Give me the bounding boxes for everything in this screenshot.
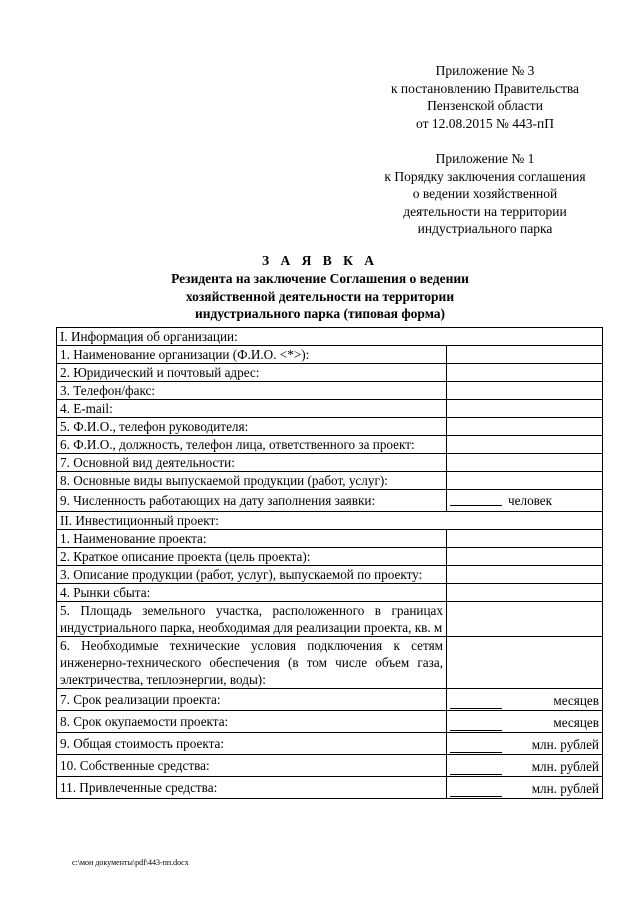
table-row bbox=[57, 777, 603, 799]
table-row bbox=[57, 530, 603, 548]
fill-blank[interactable] bbox=[450, 783, 502, 797]
table-row bbox=[57, 566, 603, 584]
table-row bbox=[57, 400, 603, 418]
field-value-cell[interactable] bbox=[447, 530, 603, 548]
table-row bbox=[57, 689, 603, 711]
field-label: 7. Основной вид деятельности: bbox=[57, 454, 447, 472]
table-row bbox=[57, 548, 603, 566]
field-label: 11. Привлеченные средства: bbox=[57, 777, 447, 799]
unit-label: млн. рублей bbox=[531, 781, 599, 796]
unit-label: млн. рублей bbox=[531, 737, 599, 752]
field-value-cell[interactable] bbox=[447, 689, 603, 711]
field-label: 8. Срок окупаемости проекта: bbox=[57, 711, 447, 733]
field-value-cell[interactable] bbox=[447, 548, 603, 566]
table-row bbox=[57, 364, 603, 382]
table-row bbox=[57, 584, 603, 602]
field-value-cell[interactable] bbox=[447, 566, 603, 584]
ref-line: Приложение № 3 bbox=[435, 63, 535, 78]
field-label: 1. Наименование проекта: bbox=[57, 530, 447, 548]
unit-label: месяцев bbox=[553, 715, 599, 730]
field-value-cell[interactable] bbox=[447, 436, 603, 454]
field-value-cell[interactable] bbox=[447, 602, 603, 637]
section-row bbox=[57, 328, 603, 346]
field-label: 1. Наименование организации (Ф.И.О. <*>): bbox=[57, 346, 447, 364]
field-label: 2. Юридический и почтовый адрес: bbox=[57, 364, 447, 382]
table-row bbox=[57, 418, 603, 436]
ref-line: к Порядку заключения соглашения bbox=[384, 168, 586, 184]
unit-label: месяцев bbox=[553, 693, 599, 708]
table-row bbox=[57, 755, 603, 777]
field-value-cell[interactable] bbox=[447, 733, 603, 755]
application-form-table bbox=[56, 327, 603, 799]
title-line: Резидента на заключение Соглашения о ведении bbox=[171, 271, 469, 286]
field-value-cell[interactable] bbox=[447, 584, 603, 602]
unit-label: человек bbox=[508, 493, 553, 508]
fill-blank[interactable] bbox=[450, 492, 502, 506]
field-value-cell[interactable] bbox=[447, 490, 603, 512]
table-row bbox=[57, 490, 603, 512]
ref-line: о ведении хозяйственной bbox=[412, 186, 558, 202]
field-label: 6. Ф.И.О., должность, телефон лица, ответственного за проект: bbox=[57, 436, 447, 454]
field-label: 7. Срок реализации проекта: bbox=[57, 689, 447, 711]
field-label: 3. Телефон/факс: bbox=[57, 382, 447, 400]
ref-line: Пензенской области bbox=[427, 98, 543, 114]
table-row bbox=[57, 637, 603, 689]
field-label: 9. Общая стоимость проекта: bbox=[57, 733, 447, 755]
title-line: индустриального парка (типовая форма) bbox=[194, 306, 446, 322]
field-label: 3. Описание продукции (работ, услуг), выпускаемой по проекту: bbox=[57, 566, 447, 584]
table-row bbox=[57, 382, 603, 400]
title-line: хозяйственной деятельности на территории bbox=[185, 288, 455, 304]
field-label: 4. Рынки сбыта: bbox=[57, 584, 447, 602]
field-label: 9. Численность работающих на дату заполнения заявки: bbox=[57, 490, 447, 512]
field-value-cell[interactable] bbox=[447, 418, 603, 436]
table-row bbox=[57, 346, 603, 364]
field-value-cell[interactable] bbox=[447, 777, 603, 799]
table-row bbox=[57, 711, 603, 733]
table-row bbox=[57, 436, 603, 454]
field-label: 4. E-mail: bbox=[57, 400, 447, 418]
appendix-1-reference bbox=[360, 150, 610, 238]
section-1-heading: I. Информация об организации: bbox=[57, 328, 603, 346]
field-label: 10. Собственные средства: bbox=[57, 755, 447, 777]
field-label: 5. Ф.И.О., телефон руководителя: bbox=[57, 418, 447, 436]
field-label: 2. Краткое описание проекта (цель проекта): bbox=[57, 548, 447, 566]
table-row bbox=[57, 472, 603, 490]
field-value-cell[interactable] bbox=[447, 637, 603, 689]
section-2-heading: II. Инвестиционный проект: bbox=[57, 512, 603, 530]
table-row bbox=[57, 733, 603, 755]
section-row bbox=[57, 512, 603, 530]
field-value-cell[interactable] bbox=[447, 755, 603, 777]
unit-label: млн. рублей bbox=[531, 759, 599, 774]
title-main: З А Я В К А bbox=[261, 253, 379, 268]
field-value-cell[interactable] bbox=[447, 454, 603, 472]
field-value-cell[interactable] bbox=[447, 382, 603, 400]
ref-line: индустриального парка bbox=[417, 221, 553, 237]
ref-line: к постановлению Правительства bbox=[390, 80, 580, 96]
ref-line: Приложение № 1 bbox=[435, 151, 535, 166]
fill-blank[interactable] bbox=[450, 717, 502, 731]
fill-blank[interactable] bbox=[450, 739, 502, 753]
field-value-cell[interactable] bbox=[447, 400, 603, 418]
field-label: 5. Площадь земельного участка, расположенного в границах индустриального парка, необходимая для реализации проекта, кв. м bbox=[57, 602, 447, 637]
appendix-3-reference bbox=[360, 62, 610, 132]
fill-blank[interactable] bbox=[450, 695, 502, 709]
field-value-cell[interactable] bbox=[447, 711, 603, 733]
table-row bbox=[57, 602, 603, 637]
field-value-cell[interactable] bbox=[447, 346, 603, 364]
field-value-cell[interactable] bbox=[447, 364, 603, 382]
field-value-cell[interactable] bbox=[447, 472, 603, 490]
ref-line: от 12.08.2015 № 443-пП bbox=[416, 115, 554, 131]
field-label: 6. Необходимые технические условия подключения к сетям инженерно-технического обеспечения (в том числе объем газа, электричества, теплоэнергии, воды): bbox=[57, 637, 447, 689]
fill-blank[interactable] bbox=[450, 761, 502, 775]
table-row bbox=[57, 454, 603, 472]
field-label: 8. Основные виды выпускаемой продукции (работ, услуг): bbox=[57, 472, 447, 490]
file-path-footer: c:\мои документы\pdf\443-пп.docx bbox=[72, 858, 189, 867]
document-title bbox=[0, 252, 640, 323]
ref-line: деятельности на территории bbox=[403, 203, 567, 219]
